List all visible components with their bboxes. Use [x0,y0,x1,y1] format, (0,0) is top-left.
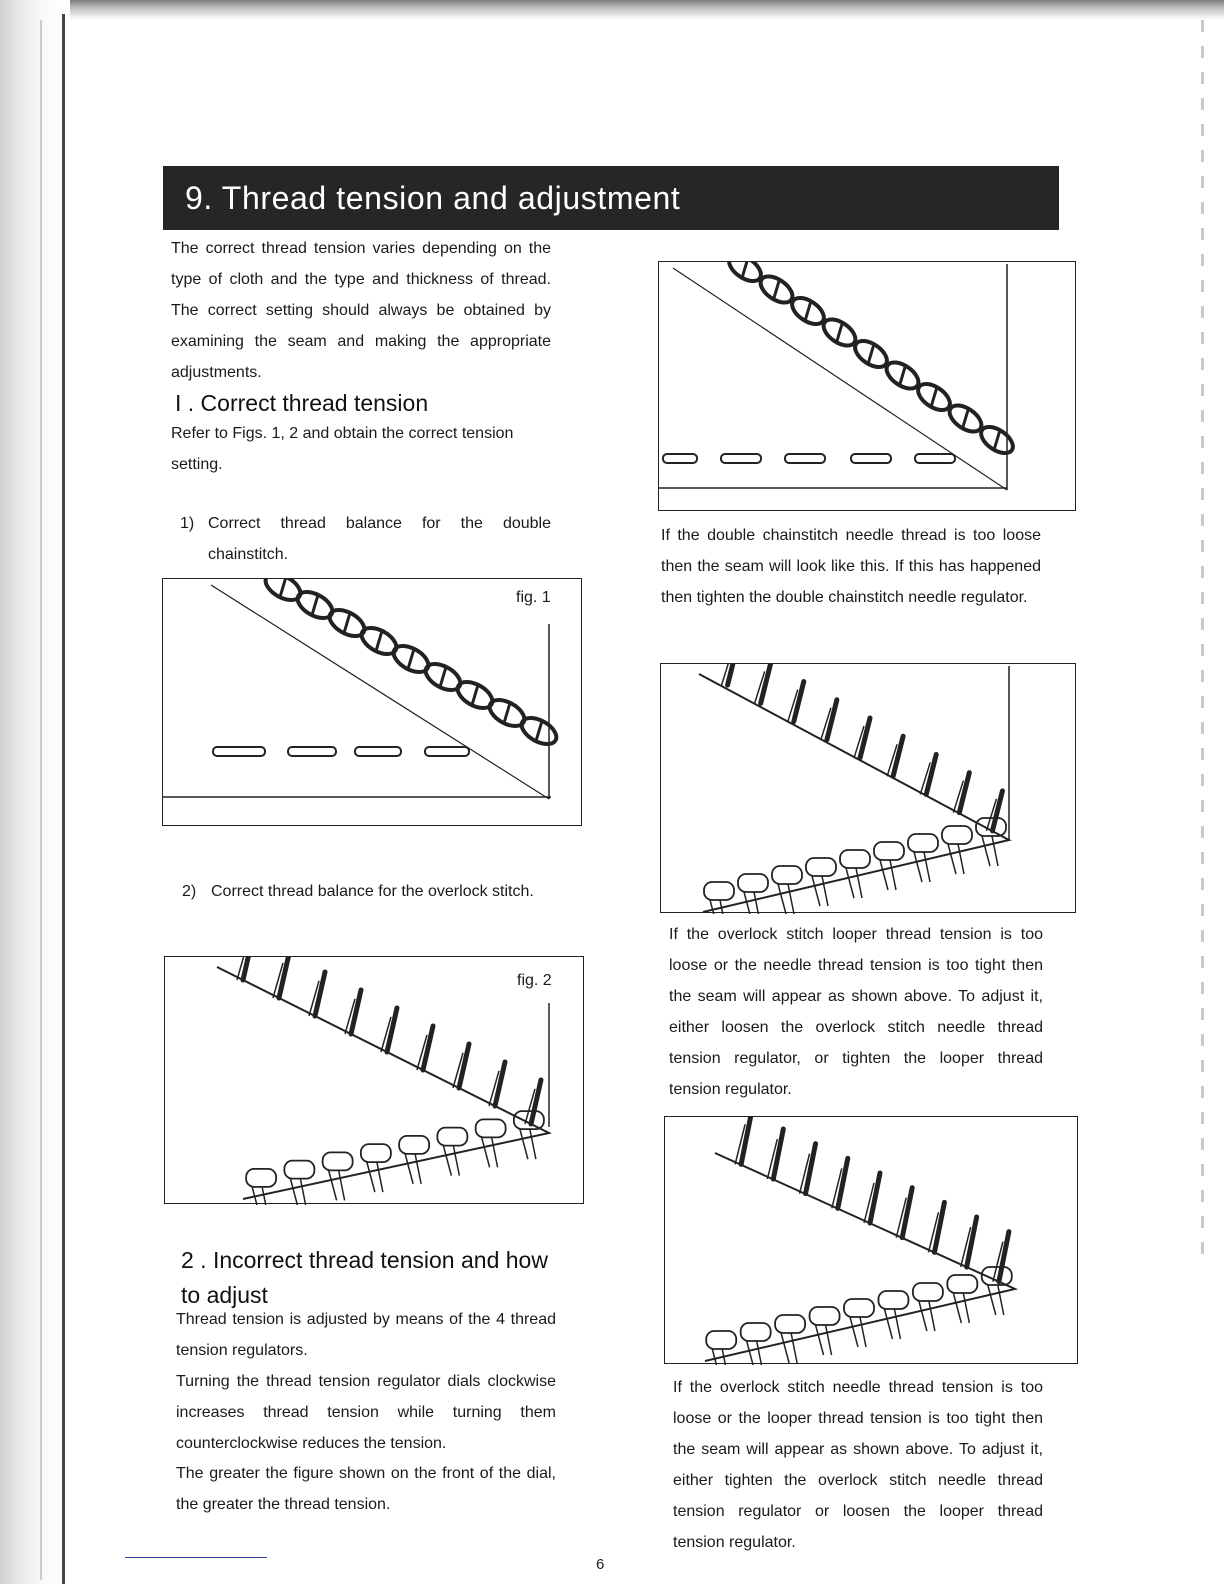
needle-thread-spike [761,664,771,703]
looper-thread [884,1309,892,1339]
figC-drawing [665,1117,1079,1365]
fig1-bottom-stitches [213,747,469,756]
looper-thread [747,1341,755,1365]
looper-thread [914,852,922,882]
chain-crossbar [931,387,937,407]
figure-looper-loose [660,663,1076,913]
looper-thread [992,836,998,866]
figA-chainstitch [725,262,1018,458]
looper-loop [704,882,734,900]
heading-incorrect-tension: 2 . Incorrect thread tension and how to adjust [181,1247,548,1308]
figA-stitch [851,454,891,463]
looper-loop [246,1169,276,1187]
item1-text: Correct thread balance for the double chainstitch. [208,515,551,563]
chain-crossbar [742,262,748,278]
chain-crossbar [472,685,478,705]
looper-loop [323,1152,353,1170]
looper-loop [738,874,768,892]
looper-thread [710,900,718,914]
looper-thread [816,1325,824,1355]
needle-thread-spike [893,736,903,776]
scan-binding-shadow [40,20,42,1580]
looper-thread [982,836,990,866]
looper-thread [822,876,828,906]
needle-thread-spike [459,1044,469,1088]
figB-drawing [661,664,1077,914]
looper-thread [377,1162,383,1192]
needle-thread-spike [495,1062,505,1106]
caption-loose-chainstitch: If the double chainstitch needle thread is too loose then the seam will look like this. If this has happened then tighten the double chainstitch needle regulator. [661,527,1041,606]
chain-crossbar [536,721,542,741]
fig1-stitch [355,747,401,756]
chain-crossbar [312,595,318,615]
looper-thread [781,1333,789,1363]
section2-para1: Thread tension is adjusted by means of the 4 thread tension regulators. [176,1311,556,1359]
section2-para3: The greater the figure shown on the front of the dial, the greater the thread tension. [176,1465,556,1513]
looper-loop [942,826,972,844]
looper-thread [826,1325,832,1355]
chain-crossbar [774,280,780,300]
chain-crossbar [900,366,906,386]
chain-crossbar [837,323,843,343]
needle-thread-spike [902,1188,912,1238]
looper-loop [874,842,904,860]
fig1-fold-line [211,585,549,799]
looper-thread [290,1179,298,1205]
needle-thread-spike [728,664,738,685]
looper-thread [880,860,888,890]
looper-thread [367,1162,375,1192]
looper-loop [706,1331,736,1349]
looper-thread [778,884,786,914]
heading-correct-tension: I . Correct thread tension [175,390,429,416]
page-number: 6 [596,1556,605,1573]
figA-bottom-stitches [663,454,955,463]
looper-thread [963,1293,969,1323]
looper-thread [894,1309,900,1339]
figure-2 [164,956,584,1204]
looper-loop [878,1291,908,1309]
needle-thread-spike [531,1080,541,1124]
looper-thread [791,1333,797,1363]
looper-thread [530,1129,536,1159]
scan-binding-line [62,14,65,1584]
needle-thread-spike [967,1217,977,1267]
looper-loop [437,1128,467,1146]
item2-text: Correct thread balance for the overlock stitch. [211,883,534,900]
needle-thread-spike [387,1008,397,1052]
looper-thread [948,844,956,874]
looper-thread [850,1317,858,1347]
looper-loop [806,858,836,876]
scan-top-edge [0,0,1224,20]
looper-thread [924,852,930,882]
needle-thread-spike [773,1129,783,1179]
figure-loose-chainstitch [658,261,1076,511]
figure-needle-loose [664,1116,1078,1364]
needle-thread-spike [423,1026,433,1070]
looper-loop [284,1161,314,1179]
fig1-stitch [288,747,336,756]
needle-thread-spike [926,754,936,794]
looper-loop [772,866,802,884]
needle-thread-spike [870,1173,880,1223]
looper-thread [953,1293,961,1323]
fig1-drawing [163,579,583,827]
needle-thread-spike [934,1202,944,1252]
looper-thread [754,892,760,914]
item1-number: 1) [180,515,195,532]
looper-loop [947,1275,977,1293]
chain-crossbar [963,409,969,429]
looper-thread [262,1187,268,1205]
chain-crossbar [344,613,350,633]
figA-fold-line [673,268,1007,490]
needle-thread-spike [279,957,289,998]
figC-overlock-stitch [706,1117,1012,1365]
looper-loop [844,1299,874,1317]
figA-drawing [659,262,1077,512]
fig1-stitch [425,747,469,756]
needle-thread-spike [243,957,253,980]
footer-rule [125,1557,267,1558]
chain-crossbar [504,703,510,723]
looper-thread [998,1285,1004,1315]
looper-loop [741,1323,771,1341]
needle-thread-spike [992,791,1002,831]
looper-thread [520,1129,528,1159]
needle-thread-spike [838,1158,848,1208]
fig2-label: fig. 2 [517,972,552,989]
scan-right-edge [1201,20,1204,1260]
chain-crossbar [868,344,874,364]
fig2-drawing [165,957,585,1205]
needle-thread-spike [959,773,969,813]
needle-thread-spike [827,700,837,740]
needle-thread-spike [741,1117,751,1164]
chain-crossbar [805,301,811,321]
looper-thread [415,1154,421,1184]
looper-thread [482,1137,490,1167]
fig1-stitch [213,747,265,756]
looper-thread [405,1154,413,1184]
needle-thread-spike [315,972,325,1016]
looper-thread [300,1179,306,1205]
needle-thread-spike [860,718,870,758]
needle-thread-spike [794,682,804,722]
chain-crossbar [408,649,414,669]
chain-crossbar [376,631,382,651]
looper-thread [788,884,794,914]
looper-loop [810,1307,840,1325]
section-title: 9. Thread tension and adjustment [163,166,1059,230]
scan-left-edge [0,0,70,1584]
needle-thread-spike [351,990,361,1034]
chain-crossbar [440,667,446,687]
caption-looper-loose: If the overlock stitch looper thread tension is too loose or the needle thread tension is too tight then the seam will appear as shown above. To adjust it, either loosen the overlock stitch needle thread tension regulator, or tighten the looper thread tension regulator. [669,926,1043,1098]
figA-stitch [785,454,825,463]
looper-thread [812,876,820,906]
chain-crossbar [280,579,286,597]
looper-thread [453,1146,459,1176]
looper-thread [443,1146,451,1176]
needle-thread-spike [806,1144,816,1194]
figA-stitch [721,454,761,463]
looper-thread [856,868,862,898]
looper-thread [988,1285,996,1315]
looper-thread [846,868,854,898]
caption-needle-loose: If the overlock stitch needle thread tension is too loose or the looper thread tension is too tight then the seam will appear as shown above. To adjust it, either tighten the overlock stitch needle thread tension regulator or loosen the looper thread tension regulator. [673,1379,1043,1551]
looper-thread [929,1301,935,1331]
looper-thread [492,1137,498,1167]
refer-figs-text: Refer to Figs. 1, 2 and obtain the correct tension setting. [171,425,514,473]
figA-stitch [915,454,955,463]
figA-stitch [663,454,697,463]
looper-thread [329,1170,337,1200]
looper-loop [361,1144,391,1162]
looper-loop [775,1315,805,1333]
looper-loop [476,1119,506,1137]
looper-thread [958,844,964,874]
looper-thread [339,1170,345,1200]
item2-number: 2) [182,883,197,900]
looper-loop [908,834,938,852]
looper-thread [890,860,896,890]
looper-thread [757,1341,763,1365]
looper-thread [919,1301,927,1331]
needle-thread-spike [999,1232,1009,1282]
intro-paragraph: The correct thread tension varies depending on the type of cloth and the type and thickness of thread. The correct setting should always be obtained by examining the seam and making the appropriate adjustments. [171,240,551,381]
looper-loop [399,1136,429,1154]
looper-loop [514,1111,544,1129]
looper-loop [913,1283,943,1301]
looper-loop [840,850,870,868]
looper-thread [860,1317,866,1347]
figure-1 [162,578,582,826]
fig1-label: fig. 1 [516,589,551,606]
section2-para2: Turning the thread tension regulator dials clockwise increases thread tension while turning them counterclockwise reduces the tension. [176,1373,556,1452]
chain-crossbar [994,430,1000,450]
